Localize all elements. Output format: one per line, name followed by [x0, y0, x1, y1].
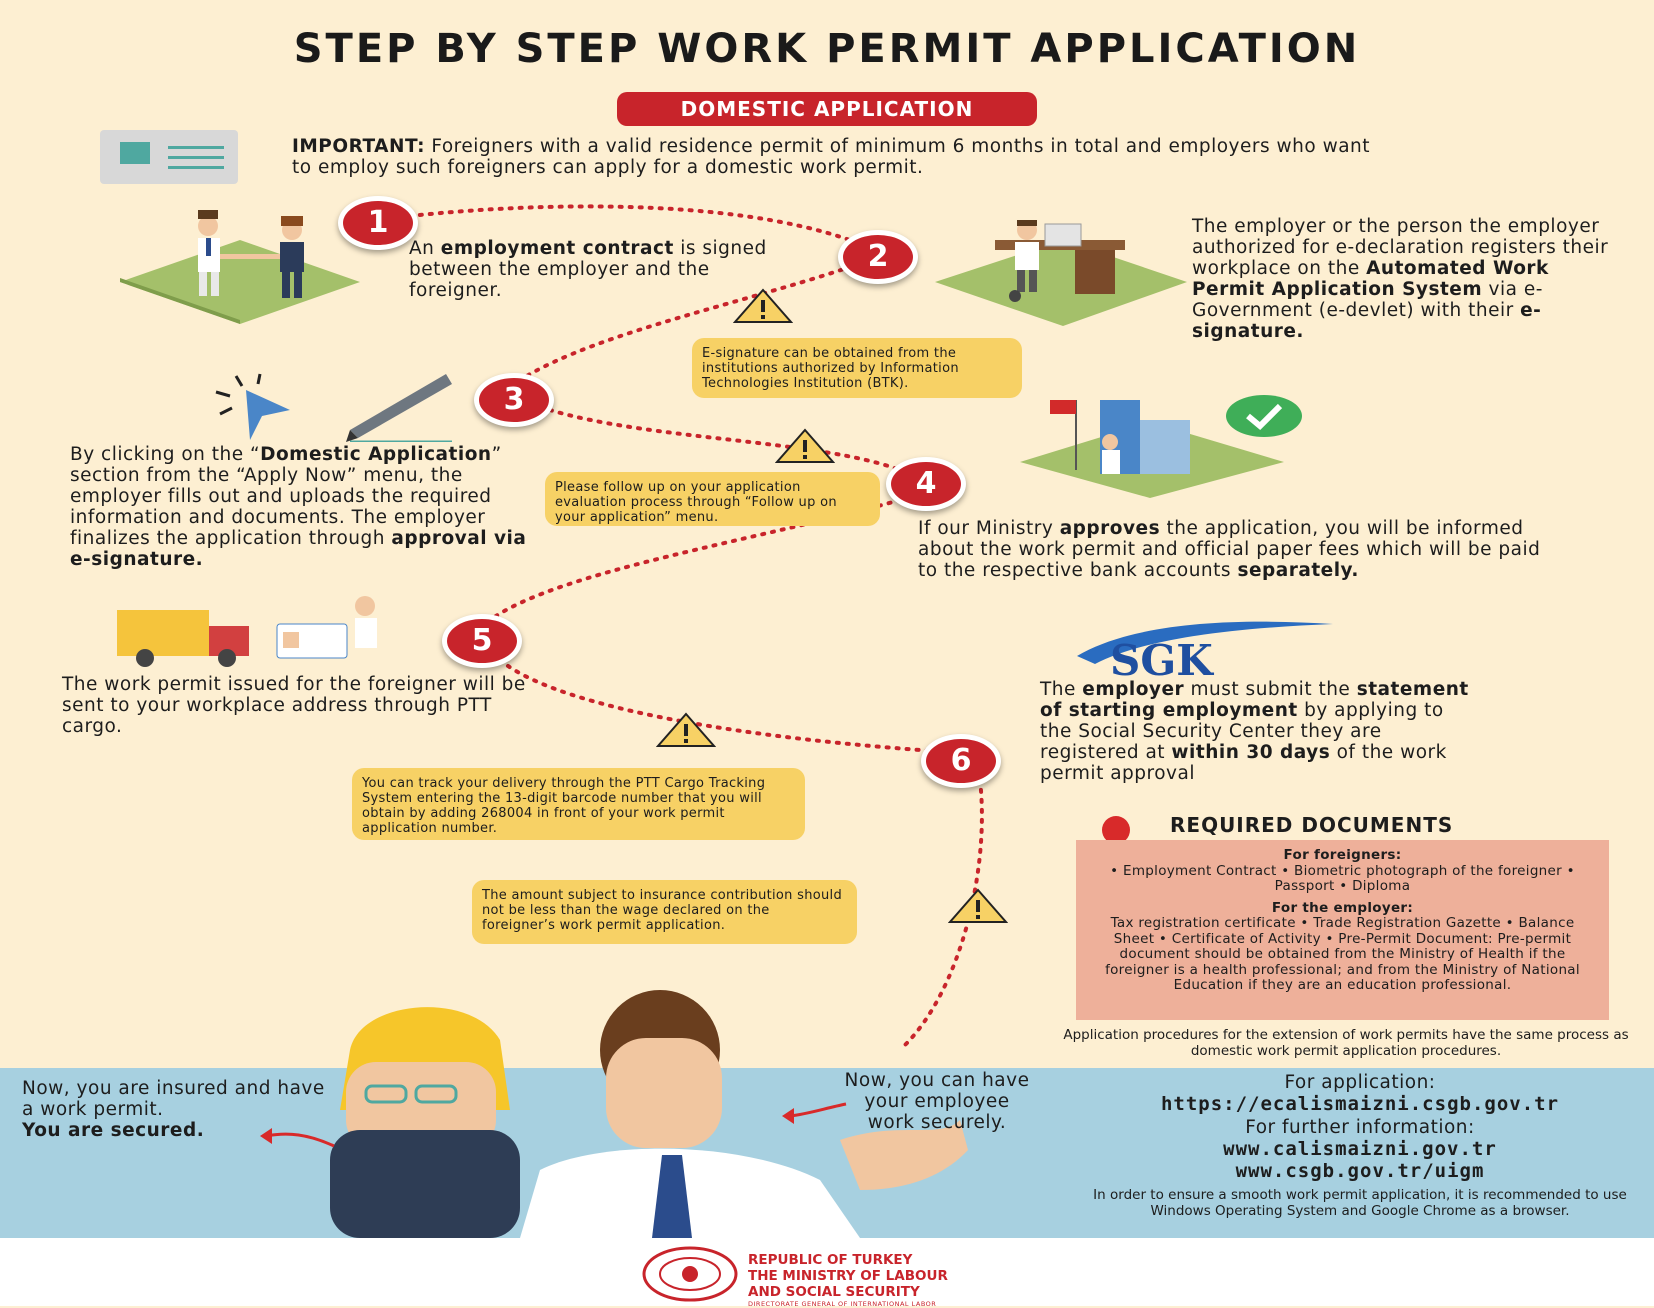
- foreigners-items: • Employment Contract • Biometric photograph of the foreigner • Passport • Diploma: [1110, 862, 1575, 894]
- step-1-marker: 1: [338, 196, 418, 250]
- employee-message: Now, you can have your employee work securely.: [844, 1070, 1030, 1133]
- foreigners-title: For foreigners:: [1283, 847, 1402, 863]
- step-5-marker: 5: [442, 614, 522, 668]
- cargo-tracking-note: You can track your delivery through the PTT Cargo Tracking System entering the 13-digit barcode number that you will obtain by adding 268004 in front of your work permit application number.: [352, 768, 805, 840]
- step-3-marker: 3: [474, 373, 554, 427]
- links-block: [1090, 1072, 1630, 1219]
- required-documents-heading: REQUIRED DOCUMENTS: [1170, 813, 1454, 837]
- ministry-name: REPUBLIC OF TURKEY THE MINISTRY OF LABOUR AND SOCIAL SECURITY DIRECTORATE GENERAL OF INTERNATIONAL LABOR: [748, 1252, 948, 1308]
- step-1-text: An employment contract is signed between the employer and the foreigner.: [409, 238, 767, 301]
- application-link[interactable]: https://ecalismaizni.csgb.gov.tr: [1160, 1093, 1560, 1115]
- esignature-note: E-signature can be obtained from the institutions authorized by Information Technologies Institution (BTK).: [692, 338, 1022, 398]
- warning-icon: [656, 712, 716, 748]
- step-6-marker: 6: [921, 734, 1001, 788]
- browser-note: In order to ensure a smooth work permit application, it is recommended to use Windows Operating System and Google Chrome as a browser.: [1093, 1187, 1627, 1219]
- step-5-text: The work permit issued for the foreigner will be sent to your workplace address through PTT cargo.: [62, 674, 526, 737]
- checkmark-icon: [1224, 394, 1304, 438]
- further-info-label: For further information:: [1245, 1117, 1475, 1138]
- extension-note: Application procedures for the extension of work permits have the same process as domestic work permit application procedures.: [1063, 1027, 1629, 1059]
- step-2-marker: 2: [838, 230, 918, 284]
- domestic-application-badge: DOMESTIC APPLICATION: [617, 92, 1037, 126]
- important-label: IMPORTANT:: [292, 136, 425, 157]
- warning-icon: [948, 888, 1008, 924]
- required-documents-box: [1076, 840, 1609, 1020]
- warning-icon: [775, 428, 835, 464]
- calismaizni-link[interactable]: www.calismaizni.gov.tr: [1223, 1138, 1497, 1160]
- arrow-icon: [258, 1122, 338, 1152]
- csgb-link[interactable]: www.csgb.gov.tr/uigm: [1235, 1160, 1485, 1182]
- click-cursor-pen-icon: [200, 370, 460, 442]
- important-text: Foreigners with a valid residence permit of minimum 6 months in total and employers who want to employ such foreigners can apply for a domestic work permit.: [292, 136, 1371, 178]
- warning-icon: [733, 288, 793, 324]
- follow-up-note: Please follow up on your application evaluation process through “Follow up on your application” menu.: [545, 472, 880, 526]
- arrow-icon: [780, 1096, 850, 1126]
- handshake-illustration: [120, 210, 365, 325]
- employer-items: Tax registration certificate • Trade Registration Gazette • Balance Sheet • Certificate of Activity • Pre-Permit Document: Pre-permit document should be obtained from the Ministry of Health if the foreigner is a health professional; and from the Ministry of National Education if they are an education professional.: [1105, 915, 1580, 993]
- sgk-logo-text: SGK: [1110, 636, 1213, 685]
- step-2-text: The employer or the person the employer authorized for e-declaration registers their workplace on the Automated Work Permit Application System via e-Government (e-devlet) with their e-signature.: [1192, 216, 1609, 342]
- insurance-note: The amount subject to insurance contribution should not be less than the wage declared on the foreigner’s work permit application.: [472, 880, 857, 944]
- ministry-emblem: [642, 1246, 738, 1302]
- page-title: STEP BY STEP WORK PERMIT APPLICATION: [293, 26, 1361, 72]
- step-3-text: By clicking on the “Domestic Application” section from the “Apply Now” menu, the employer fills out and uploads the required information and documents. The employer finalizes the application through approval via e-signature.: [70, 444, 527, 570]
- step-4-text: If our Ministry approves the application, you will be informed about the work permit and official paper fees which will be paid to the respective bank accounts separately.: [918, 518, 1541, 581]
- cargo-truck-illustration: [115, 596, 395, 670]
- step-6-text: The employer must submit the statement of starting employment by applying to the Social Security Center they are registered at within 30 days of the work permit approval: [1040, 679, 1469, 784]
- office-desk-illustration: [935, 220, 1190, 330]
- employer-title: For the employer:: [1271, 899, 1414, 916]
- insured-message: Now, you are insured and have a work permit. You are secured.: [22, 1078, 325, 1141]
- for-application-label: For application:: [1284, 1072, 1436, 1093]
- step-4-marker: 4: [886, 457, 966, 511]
